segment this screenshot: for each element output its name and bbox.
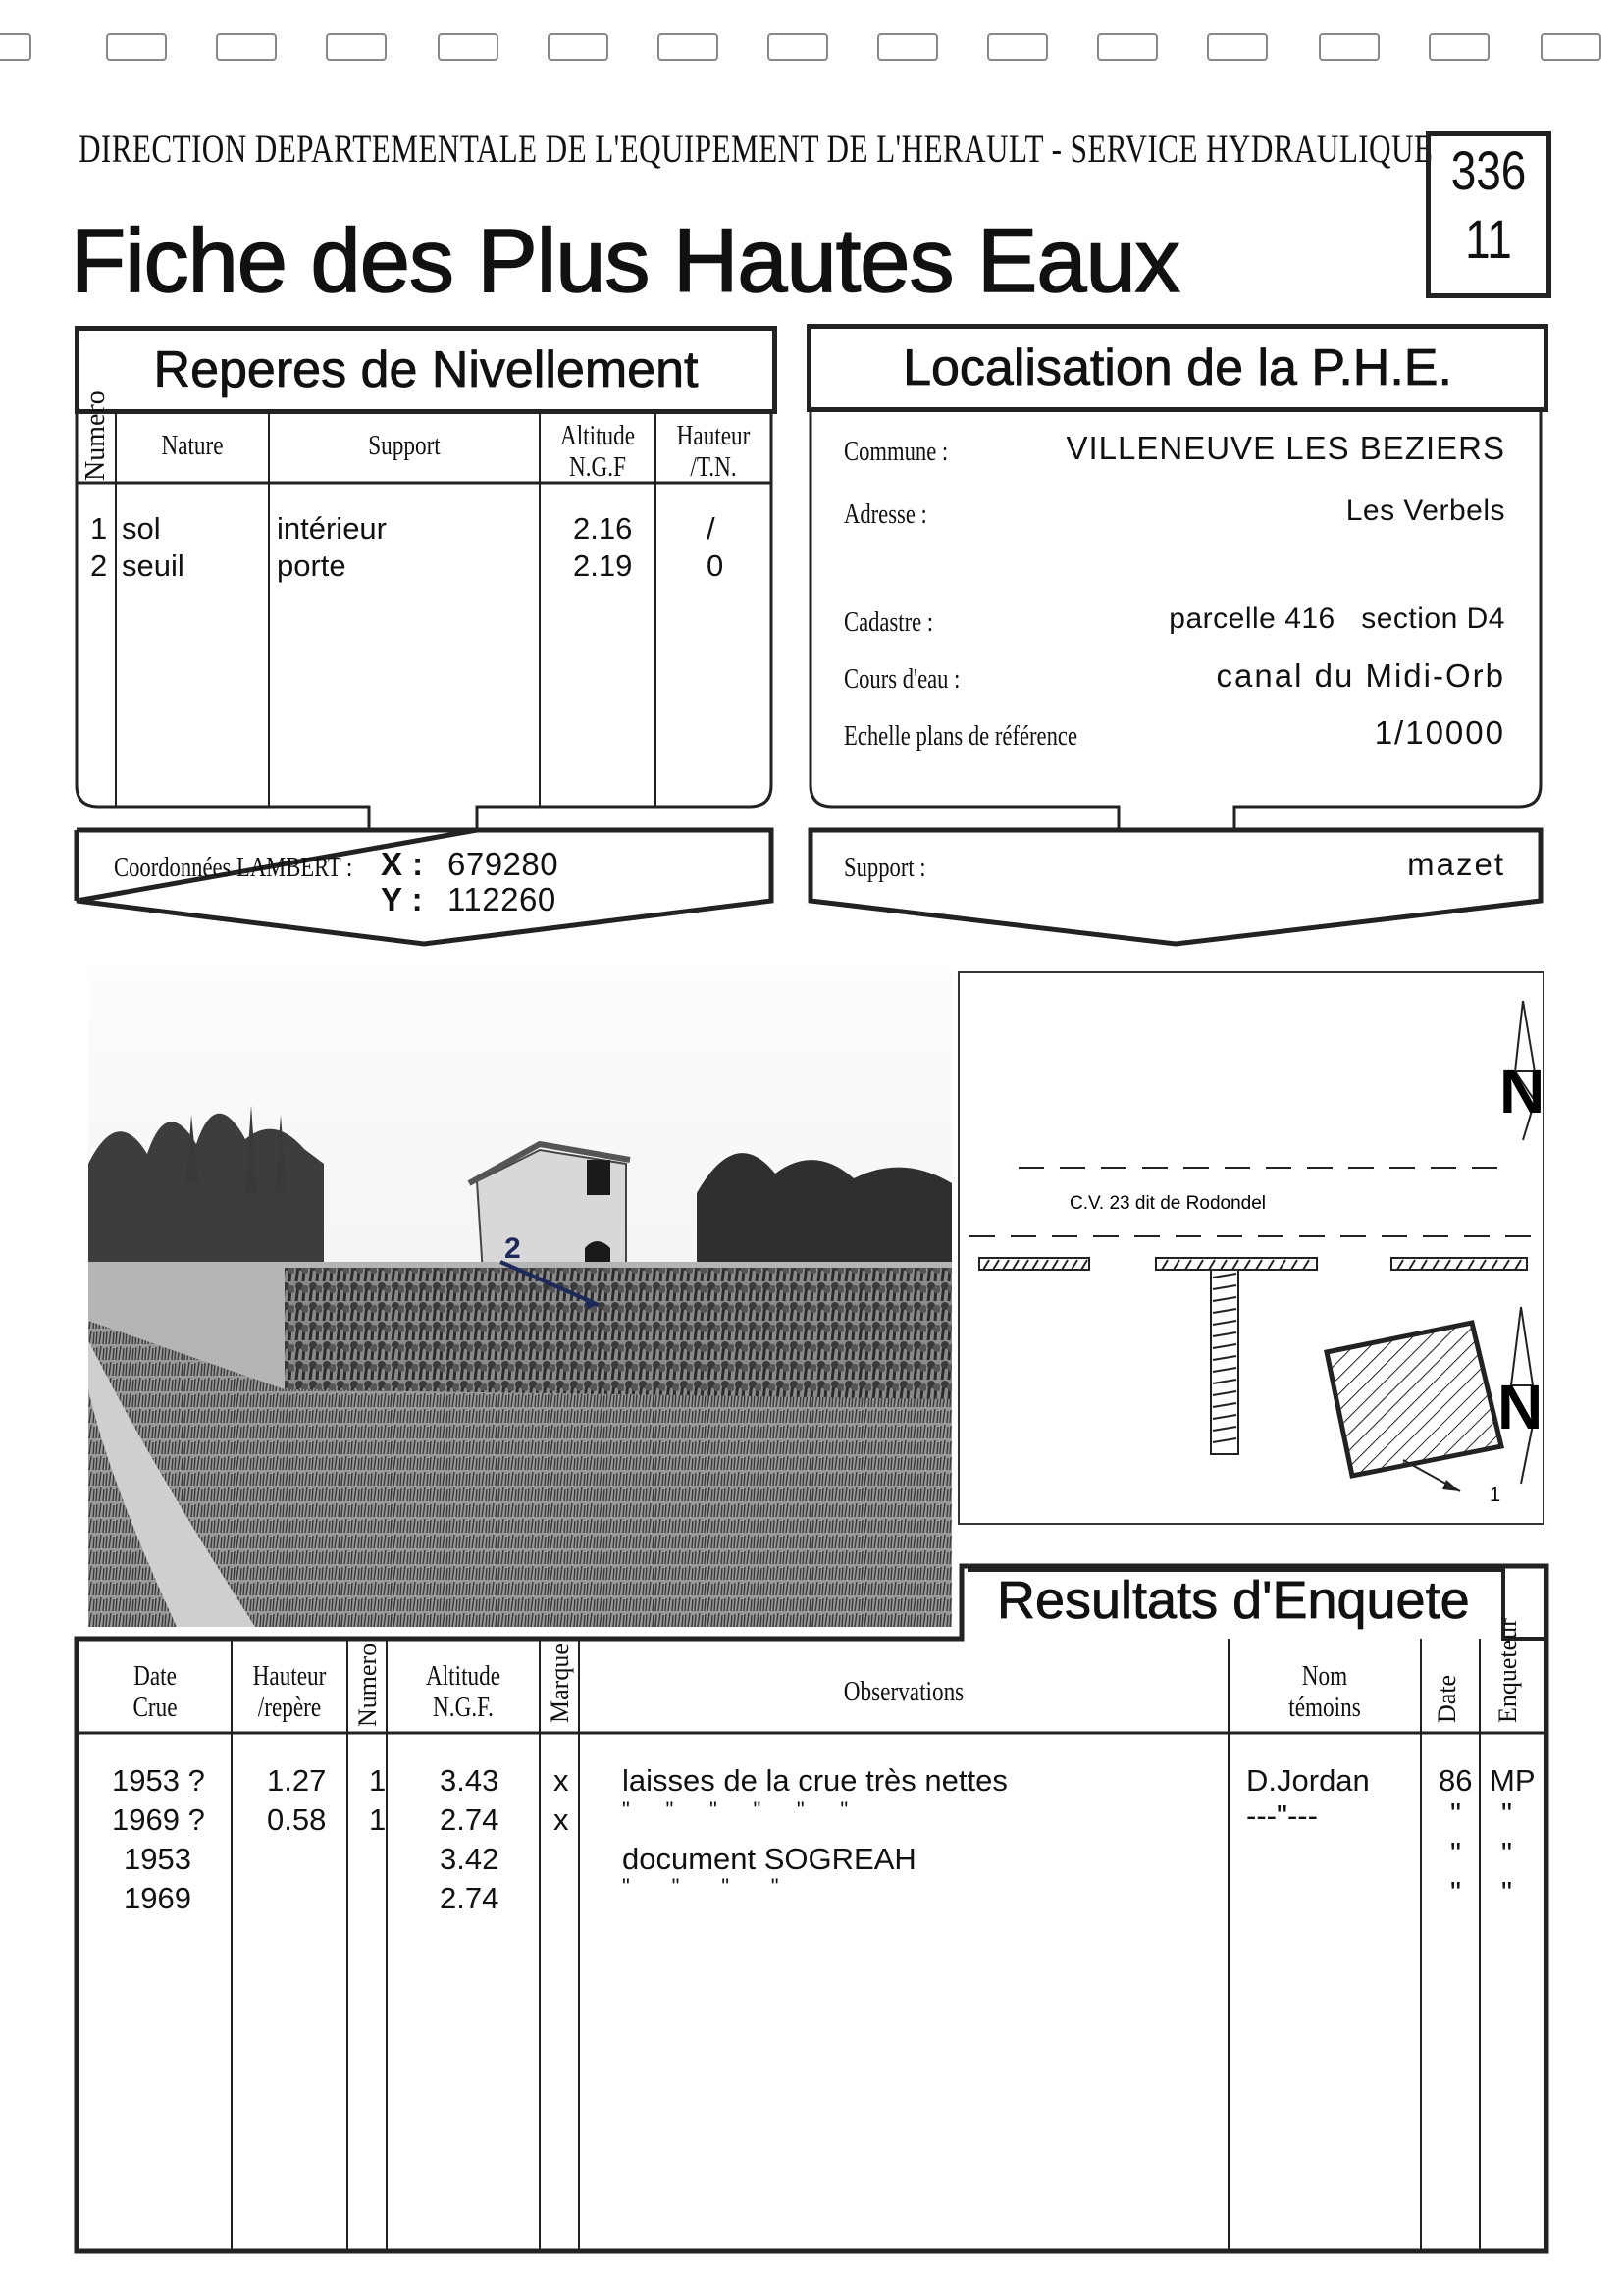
col-header-altitude-line2: N.G.F: [568, 451, 626, 483]
cours-eau-label: Cours d'eau :: [844, 663, 961, 695]
col-header-hauteur: [667, 420, 759, 483]
repere-hauteur: /: [707, 511, 715, 546]
site-photo: [88, 967, 952, 1627]
row-marque: x: [553, 1763, 569, 1798]
direction-header: DIRECTION DEPARTEMENTALE DE L'EQUIPEMENT DE L'HERAULT - SERVICE HYDRAULIQUE: [79, 127, 1434, 171]
y-value: 112260: [447, 881, 556, 917]
res-col-hauteur: [243, 1660, 336, 1723]
commune-label: Commune :: [844, 436, 949, 467]
row-enqueteur: ": [1501, 1836, 1513, 1870]
echelle-label: Echelle plans de référence: [844, 720, 1077, 752]
row-altitude: 2.74: [440, 1802, 499, 1837]
row-enqueteur: ": [1501, 1797, 1513, 1831]
x-value: 679280: [447, 846, 559, 882]
cours-eau-value: canal du Midi-Orb: [1216, 657, 1505, 694]
echelle-value: 1/10000: [1374, 714, 1505, 751]
location-plan: [958, 971, 1544, 1525]
row-date-crue: 1953: [124, 1842, 191, 1876]
row-date: ": [1450, 1797, 1462, 1831]
row-numero: 1: [369, 1802, 387, 1837]
reperes-title: Reperes de Nivellement: [75, 326, 777, 414]
repere-nature: seuil: [122, 548, 184, 583]
col-header-numero: Numero: [80, 391, 111, 481]
plan-marker: 1: [1490, 1485, 1501, 1506]
row-altitude: 3.42: [440, 1842, 499, 1876]
support-value: mazet: [1407, 846, 1505, 882]
row-date: ": [1450, 1836, 1462, 1870]
resultats-rows: [79, 1762, 1544, 1919]
repere-support: porte: [277, 548, 346, 583]
repere-hauteur: 0: [707, 548, 724, 583]
row-nom-temoins: ---"---: [1246, 1799, 1318, 1833]
row-marque: x: [553, 1802, 569, 1837]
row-date-crue: 1969 ?: [112, 1802, 205, 1837]
row-hauteur: 1.27: [267, 1763, 327, 1798]
repere-altitude: 2.19: [573, 548, 633, 583]
road-label: C.V. 23 dit de Rodondel: [1070, 1193, 1267, 1214]
res-col-nom-line1: Nom: [1301, 1660, 1348, 1692]
res-col-date-crue-line1: Date: [133, 1660, 177, 1692]
row-date: 86: [1439, 1763, 1473, 1798]
repere-altitude: 2.16: [573, 511, 633, 546]
res-col-hauteur-line2: /repère: [257, 1692, 322, 1723]
coordinates-label: Coordonnées LAMBERT :: [114, 852, 353, 883]
row-enqueteur: ": [1501, 1875, 1513, 1909]
reference-number: 336: [1450, 139, 1527, 201]
row-altitude: 3.43: [440, 1763, 499, 1798]
col-header-altitude: [551, 420, 644, 483]
col-header-nature: Nature: [161, 430, 224, 461]
row-observations: document SOGREAH: [622, 1842, 916, 1876]
res-col-date-crue: [94, 1660, 217, 1723]
repere-support: intérieur: [277, 511, 387, 546]
localisation-title: Localisation de la P.H.E.: [807, 324, 1548, 412]
col-header-altitude-line1: Altitude: [559, 420, 636, 451]
adresse-label: Adresse :: [844, 498, 927, 530]
res-col-enqueteur: Enqueteur: [1493, 1618, 1522, 1723]
repere-nature: sol: [122, 511, 161, 546]
res-col-date: Date: [1433, 1674, 1461, 1723]
cadastre-label: Cadastre :: [844, 606, 934, 638]
res-col-altitude: [402, 1660, 525, 1723]
row-date: ": [1450, 1875, 1462, 1909]
reference-sub-number: 11: [1465, 208, 1512, 270]
x-label: X :: [381, 846, 424, 882]
row-altitude: 2.74: [440, 1881, 499, 1915]
res-col-observations: Observations: [843, 1676, 965, 1707]
col-header-hauteur-line1: Hauteur: [676, 420, 751, 451]
res-col-date-crue-line2: Crue: [132, 1692, 178, 1723]
row-observations: " " " " " ": [622, 1798, 849, 1822]
table-row: [79, 1836, 1544, 1880]
cadastre-value: parcelle 416 section D4: [1169, 602, 1505, 635]
north-arrow-2: N: [1497, 1372, 1543, 1442]
repere-numero: 2: [90, 548, 108, 583]
row-date-crue: 1953 ?: [112, 1763, 205, 1798]
coordinates-arrow-box: [77, 830, 771, 944]
row-observations: " " " ": [622, 1874, 779, 1899]
row-date-crue: 1969: [124, 1881, 191, 1915]
row-numero: 1: [369, 1763, 387, 1798]
col-header-support: Support: [368, 430, 441, 461]
north-arrow-1: N: [1499, 1056, 1543, 1126]
res-col-nom-temoins: [1248, 1660, 1402, 1723]
row-enqueteur: MP: [1490, 1763, 1536, 1798]
col-header-hauteur-line2: /T.N.: [690, 451, 737, 483]
page-title: Fiche des Plus Hautes Eaux: [71, 211, 1179, 311]
photo-marker: 2: [504, 1232, 521, 1265]
res-col-hauteur-line1: Hauteur: [252, 1660, 327, 1692]
res-col-altitude-line2: N.G.F.: [433, 1692, 494, 1723]
repere-numero: 1: [90, 511, 108, 546]
res-col-numero: Numero: [353, 1643, 382, 1727]
adresse-value: Les Verbels: [1345, 495, 1505, 527]
y-label: Y :: [381, 881, 424, 917]
row-nom-temoins: D.Jordan: [1246, 1763, 1370, 1798]
res-col-altitude-line1: Altitude: [425, 1660, 501, 1692]
table-row: [79, 1874, 1544, 1919]
commune-value: VILLENEUVE LES BEZIERS: [1066, 430, 1505, 466]
row-observations: laisses de la crue très nettes: [622, 1763, 1008, 1798]
res-col-nom-line2: témoins: [1288, 1692, 1361, 1723]
resultats-title: Resultats d'Enquete: [997, 1571, 1470, 1630]
support-label: Support :: [844, 852, 926, 883]
row-hauteur: 0.58: [267, 1802, 327, 1837]
res-col-marque: Marque: [546, 1644, 574, 1723]
table-row: [79, 1797, 1544, 1841]
